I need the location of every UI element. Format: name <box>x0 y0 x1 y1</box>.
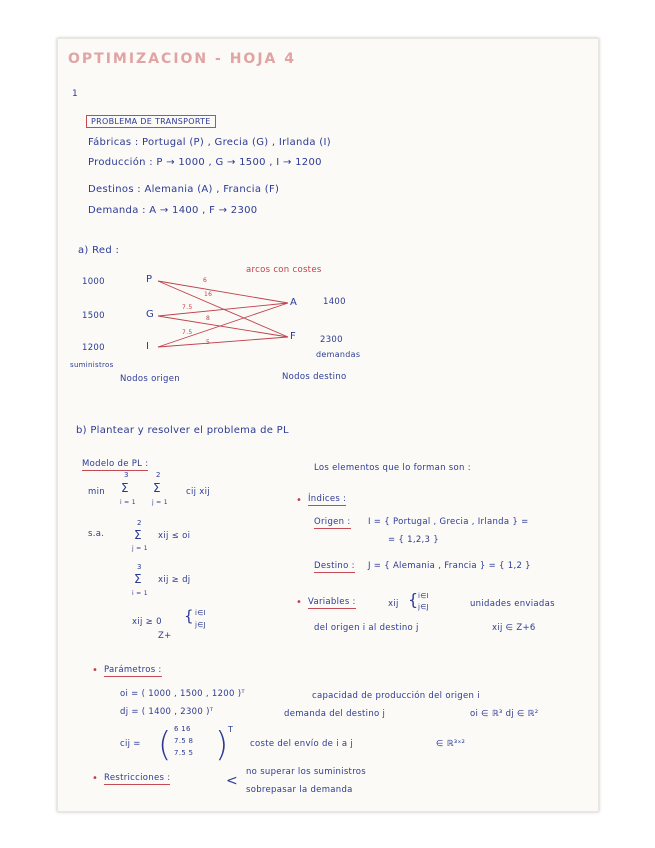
matrix-right-paren: ) <box>215 725 229 765</box>
bullet-restricciones: • <box>92 773 99 784</box>
sum-lower-j: j = 1 <box>152 499 168 506</box>
sum-symbol-i: Σ <box>121 481 129 495</box>
st-label: s.a. <box>88 529 105 539</box>
quant-j: j∈J <box>195 621 207 629</box>
cost-I-A: 7.5 <box>182 329 193 336</box>
variables-desc: unidades enviadas <box>470 599 555 609</box>
matrix-row-3: 7.5 5 <box>174 749 194 757</box>
quant-i: i∈I <box>195 609 207 617</box>
problem-heading-box: PROBLEMA DE TRANSPORTE <box>86 115 216 128</box>
matrix-transpose: T <box>228 725 234 734</box>
arc-P-A <box>158 281 288 303</box>
modelo-heading: Modelo de PL : <box>82 459 149 469</box>
arc-P-F <box>158 281 288 337</box>
cost-P-F: 16 <box>204 291 213 298</box>
demand-A: 1400 <box>323 297 346 307</box>
nonneg-constraint: xij ≥ 0 <box>132 617 162 627</box>
c1-sum-symbol: Σ <box>134 528 142 542</box>
cost-P-A: 6 <box>203 277 208 284</box>
destinos-line: Destinos : Alemania (A) , Francia (F) <box>88 184 280 195</box>
param-oi: oi = ( 1000 , 1500 , 1200 )ᵀ <box>120 689 245 699</box>
cost-G-A: 7.5 <box>182 304 193 311</box>
node-F: F <box>290 331 297 342</box>
parametros-label: Parámetros : <box>104 665 162 675</box>
restriction-2: sobrepasar la demanda <box>246 785 353 795</box>
node-P: P <box>146 274 153 285</box>
param-dj: dj = ( 1400 , 2300 )ᵀ <box>120 707 214 717</box>
supply-I: 1200 <box>82 343 105 353</box>
dest-nodes-label: Nodos destino <box>282 372 347 382</box>
destino-set: J = { Alemania , Francia } = { 1,2 } <box>368 561 531 571</box>
arcs-label: arcos con costes <box>246 265 322 275</box>
sum-symbol-j: Σ <box>153 481 161 495</box>
restriction-1: no superar los suministros <box>246 767 367 777</box>
matrix-row-2: 7.5 8 <box>174 737 194 745</box>
supply-P: 1000 <box>82 277 105 287</box>
sum-upper-i: 3 <box>124 471 129 479</box>
bullet-parametros: • <box>92 665 99 676</box>
param-dj-desc: demanda del destino j <box>284 709 386 719</box>
matrix-left-paren: ( <box>158 725 172 765</box>
c2-sum-symbol: Σ <box>134 572 142 586</box>
produccion-line: Producción : P → 1000 , G → 1500 , I → 1200 <box>88 157 322 168</box>
fabricas-line: Fábricas : Portugal (P) , Grecia (G) , Irlanda (I) <box>88 137 331 148</box>
node-G: G <box>146 309 155 320</box>
variables-desc-2: del origen i al destino j <box>314 623 419 633</box>
suministros-label: suministros <box>70 361 114 369</box>
demanda-line: Demanda : A → 1400 , F → 2300 <box>88 205 258 216</box>
notebook-page <box>57 38 599 812</box>
restricciones-label: Restricciones : <box>104 773 171 783</box>
restricciones-bracket: < <box>226 773 239 789</box>
variables-label: Variables : <box>308 597 356 607</box>
c2-upper: 3 <box>137 563 142 571</box>
destino-label: Destino : <box>314 561 355 571</box>
param-dims: oi ∈ ℝ³ dj ∈ ℝ² <box>470 709 539 719</box>
min-label: min <box>88 487 105 497</box>
cost-G-F: 8 <box>206 315 211 322</box>
variables-quant-j: j∈J <box>418 603 430 611</box>
part-b-heading: b) Plantear y resolver el problema de PL <box>76 425 289 436</box>
node-A: A <box>290 297 298 308</box>
indices-label: Índices : <box>308 494 347 504</box>
variables-brace: { <box>408 590 419 609</box>
variables-quant-i: i∈I <box>418 592 430 600</box>
node-I: I <box>146 341 150 352</box>
c1-lower: j = 1 <box>132 545 148 552</box>
supply-G: 1500 <box>82 311 105 321</box>
param-cij-dim: ∈ ℝ³ˣ² <box>436 739 466 749</box>
c2-lower: i = 1 <box>132 590 148 597</box>
arc-G-F <box>158 316 288 337</box>
transport-network <box>58 39 598 399</box>
objective-term: cij xij <box>186 487 210 497</box>
origin-nodes-label: Nodos origen <box>120 374 180 384</box>
constraint-supply: xij ≤ oi <box>158 531 191 541</box>
bullet-indices: • <box>296 495 303 506</box>
variables-symbol: xij <box>388 599 399 609</box>
constraint-demand: xij ≥ dj <box>158 575 191 585</box>
demand-F: 2300 <box>320 335 343 345</box>
bullet-variables: • <box>296 597 303 608</box>
origen-set: I = { Portugal , Grecia , Irlanda } = <box>368 517 529 527</box>
integer-domain: Z+ <box>158 631 172 641</box>
origen-label: Origen : <box>314 517 351 527</box>
page-title: OPTIMIZACION - HOJA 4 <box>68 51 296 67</box>
sum-upper-j: 2 <box>156 471 161 479</box>
exercise-number: 1 <box>72 89 79 99</box>
param-cij-desc: coste del envío de i a j <box>250 739 354 749</box>
variables-domain: xij ∈ Z+6 <box>492 623 536 633</box>
part-a-heading: a) Red : <box>78 245 120 256</box>
sum-lower-i: i = 1 <box>120 499 136 506</box>
elements-intro: Los elementos que lo forman son : <box>314 463 471 473</box>
matrix-row-1: 6 16 <box>174 725 191 733</box>
param-oi-desc: capacidad de producción del origen i <box>312 691 480 701</box>
origen-set-numeric: = { 1,2,3 } <box>388 535 439 545</box>
arc-I-F <box>158 337 288 347</box>
demandas-label: demandas <box>316 350 361 359</box>
cost-I-F: 5 <box>206 339 211 346</box>
param-cij-label: cij = <box>120 739 141 749</box>
quant-brace: { <box>184 607 194 625</box>
c1-upper: 2 <box>137 519 142 527</box>
